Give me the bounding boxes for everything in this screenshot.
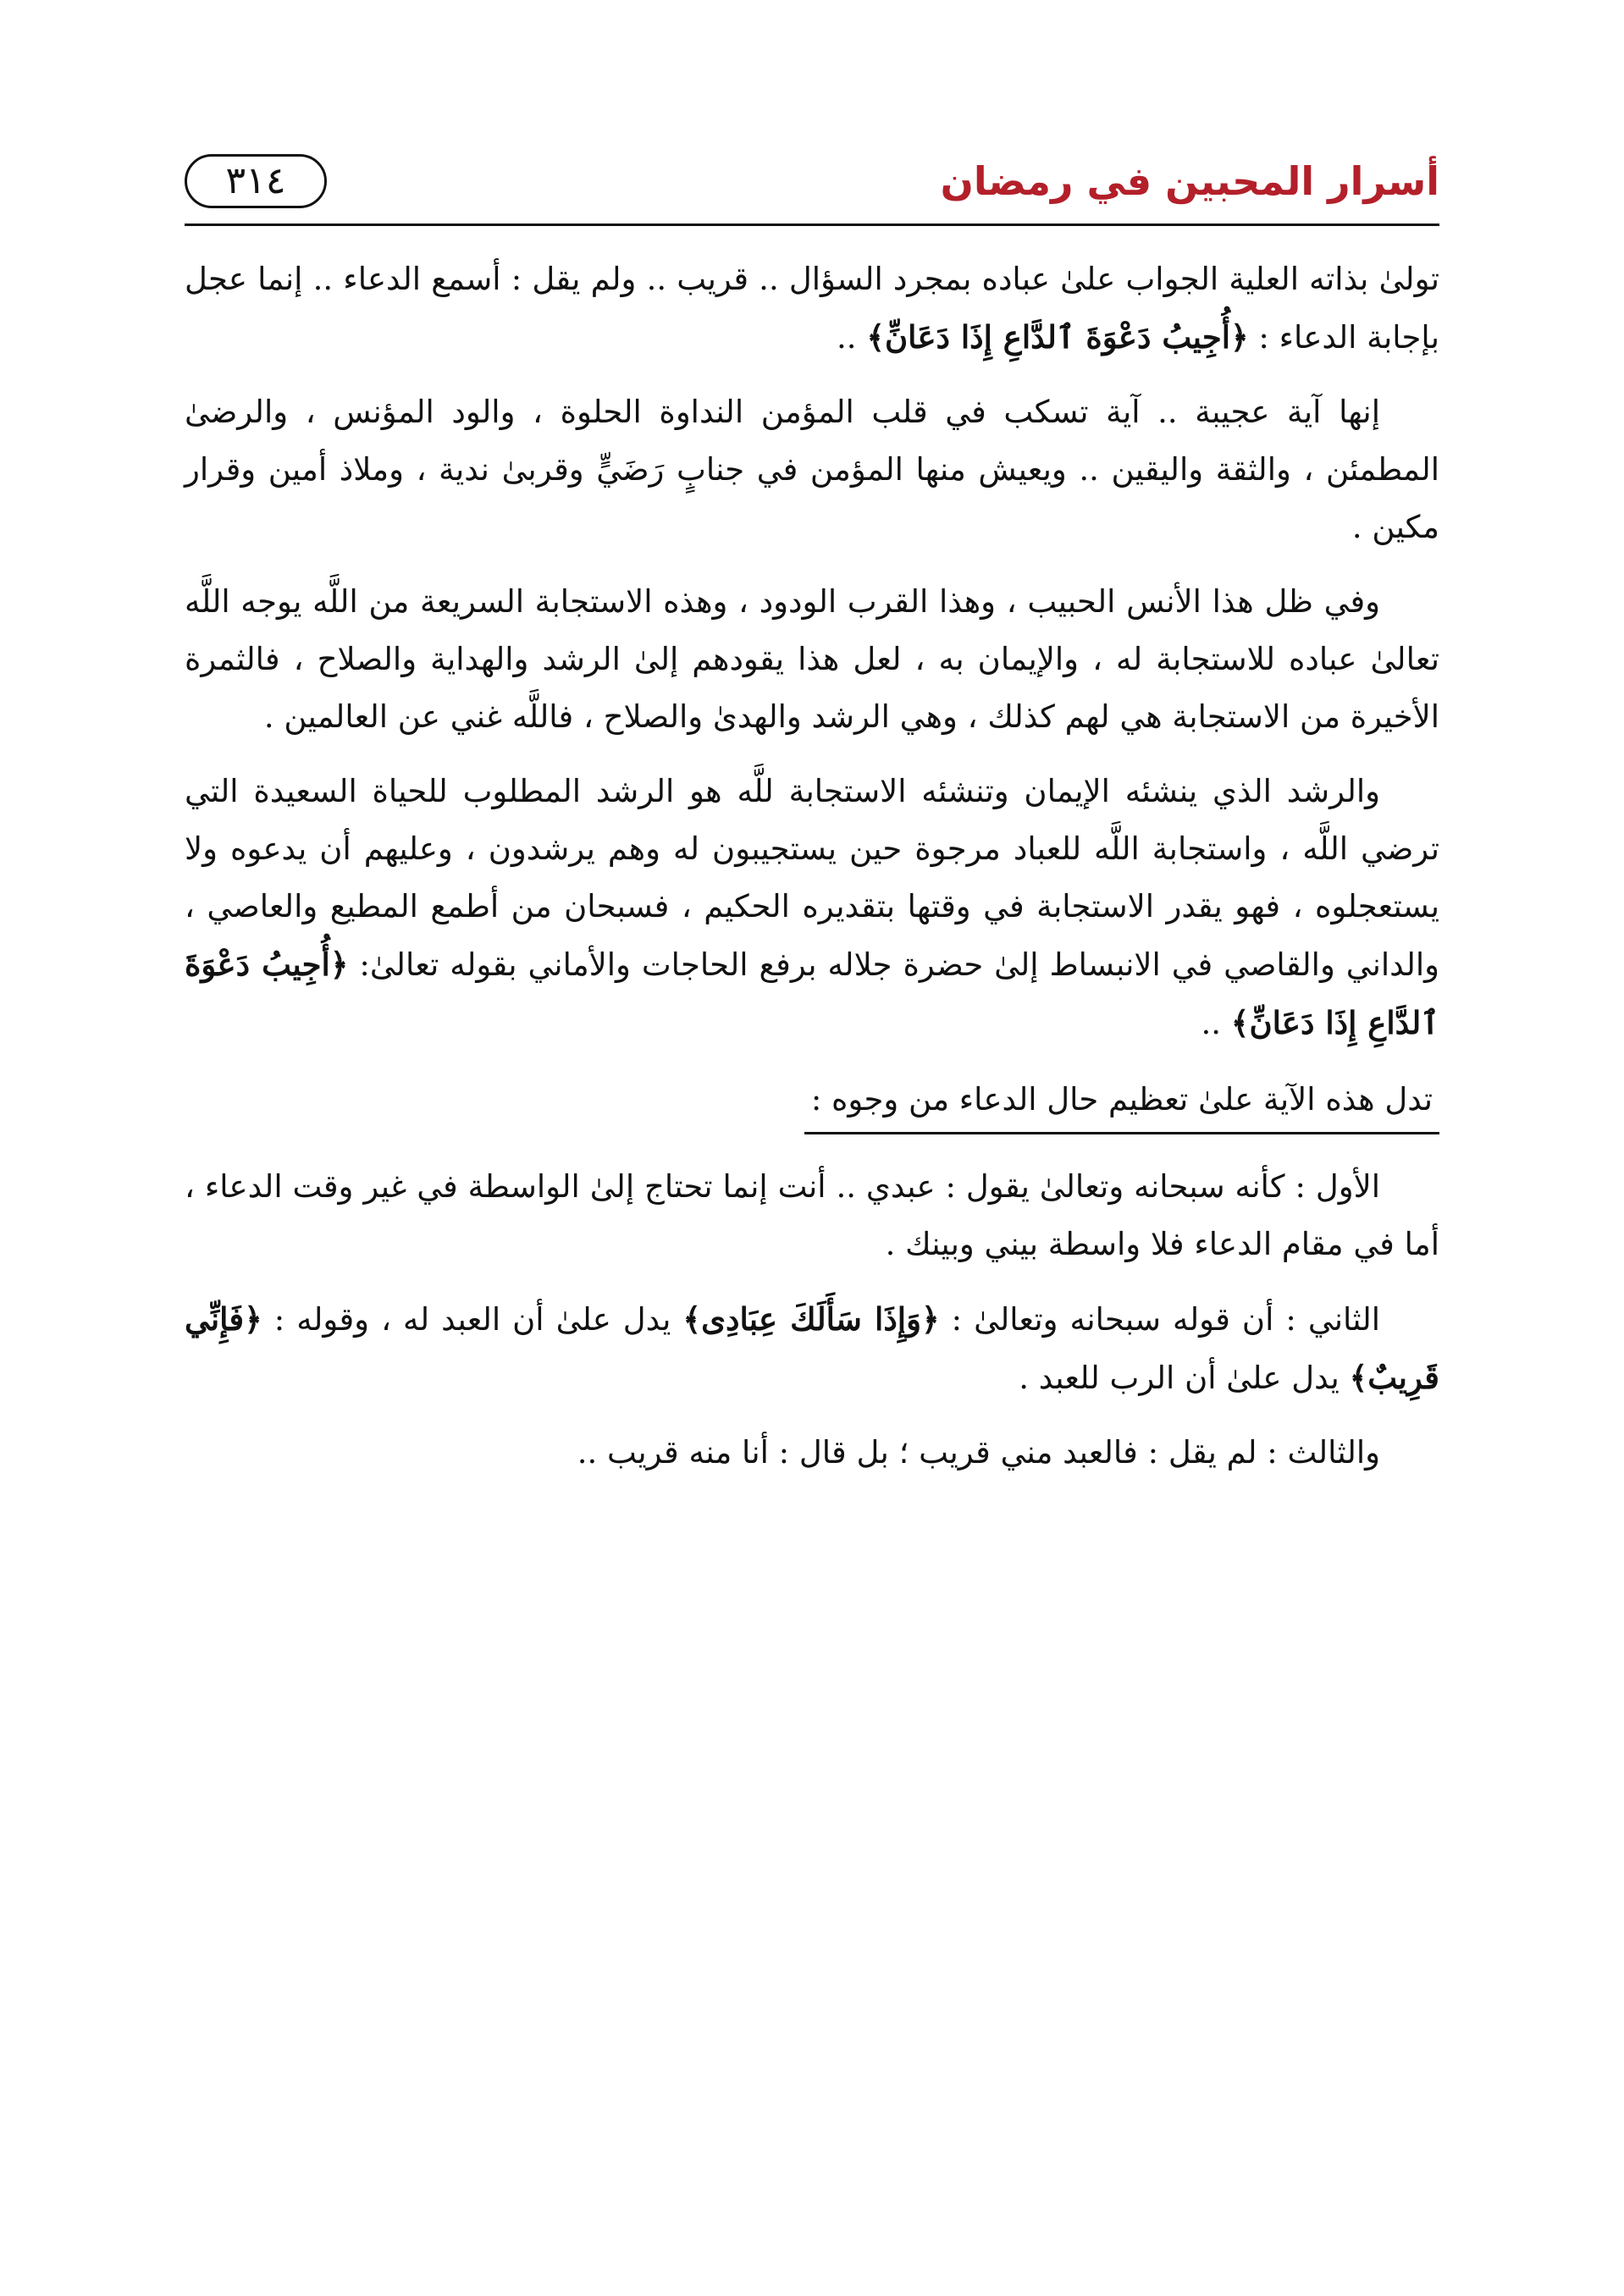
page-body (185, 251, 1439, 1498)
page-header (185, 151, 1439, 227)
point-3: والثالث : لم يقل : فالعبد مني قريب ؛ بل قال : أنا منه قريب .. (577, 1434, 1380, 1471)
quran-quote: ﴿أُجِيبُ دَعْوَةَ ٱلدَّاعِ إِذَا دَعَانِّ﴾ (185, 946, 1439, 1041)
page-number-badge: ٣١٤ (185, 154, 327, 208)
paragraph-text: .. (837, 319, 867, 356)
header-divider (185, 224, 1439, 226)
paragraph-text: .. (1201, 1005, 1231, 1041)
quran-quote: ﴿فَإِنِّي قَرِيبٌ﴾ (185, 1300, 1439, 1396)
paragraph-2: إنها آية عجيبة .. آية تسكب في قلب المؤمن النداوة الحلوة ، والود المؤنس ، والرضىٰ المطمئن ، والثقة واليقين .. ويعيش منها المؤمن في جنابٍ رَضَيٍّ وقربىٰ ندية ، وملاذ أمين وقرار مكين . (185, 394, 1439, 545)
point-2 (185, 1290, 1439, 1407)
paragraph-text: تولىٰ بذاته العلية الجواب علىٰ عباده بمجرد السؤال .. قريب .. ولم يقل : أسمع الدعاء .. إنما عجل بإجابة الدعاء : (185, 261, 1439, 356)
paragraph-1 (185, 251, 1439, 367)
section-heading: تدل هذه الآية علىٰ تعظيم حال الدعاء من وجوه : (804, 1074, 1439, 1134)
quran-quote: ﴿أُجِيبُ دَعْوَةَ ٱلدَّاعِ إِذَا دَعَانِّ﴾ (866, 318, 1249, 356)
point-1: الأول : كأنه سبحانه وتعالىٰ يقول : عبدي .. أنت إنما تحتاج إلىٰ الواسطة في غير وقت الدعاء ، أما في مقام الدعاء فلا واسطة بيني وبينك . (185, 1168, 1439, 1262)
paragraph-text: الثاني : أن قوله سبحانه وتعالىٰ : (939, 1301, 1380, 1338)
paragraph-text: والرشد الذي ينشئه الإيمان وتنشئه الاستجابة للَّه هو الرشد المطلوب للحياة السعيدة التي ترضي اللَّه ، واستجابة اللَّه للعباد مرجوة حين يستجيبون له وهم يرشدون ، وعليهم أن يدعوه ولا يستعجلوه ، فهو يقدر الاستجابة في وقتها بتقديره الحكيم ، فسبحان من أطمع المطيع والعاصي ، والداني والقاصي في الانبساط إلىٰ حضرة جلاله برفع الحاجات والأماني بقوله تعالىٰ: (185, 773, 1440, 983)
quran-quote: ﴿وَإِذَا سَأَلَكَ عِبَادِى﴾ (682, 1300, 940, 1338)
section-heading-row (185, 1069, 1439, 1158)
paragraph-text: يدل علىٰ أن الرب للعبد . (1019, 1360, 1350, 1396)
running-title: أسرار المحبين في رمضان (940, 158, 1439, 204)
paragraph-text: يدل علىٰ أن العبد له ، وقوله : (262, 1301, 683, 1338)
paragraph-4 (185, 763, 1439, 1052)
paragraph-3: وفي ظل هذا الأنس الحبيب ، وهذا القرب الودود ، وهذه الاستجابة السريعة من اللَّه يوجه اللَّه تعالىٰ عباده للاستجابة له ، والإيمان به ، لعل هذا يقودهم إلىٰ الرشد والهداية والصلاح ، فالثمرة الأخيرة من الاستجابة هي لهم كذلك ، وهي الرشد والهدىٰ والصلاح ، فاللَّه غني عن العالمين . (185, 583, 1439, 735)
